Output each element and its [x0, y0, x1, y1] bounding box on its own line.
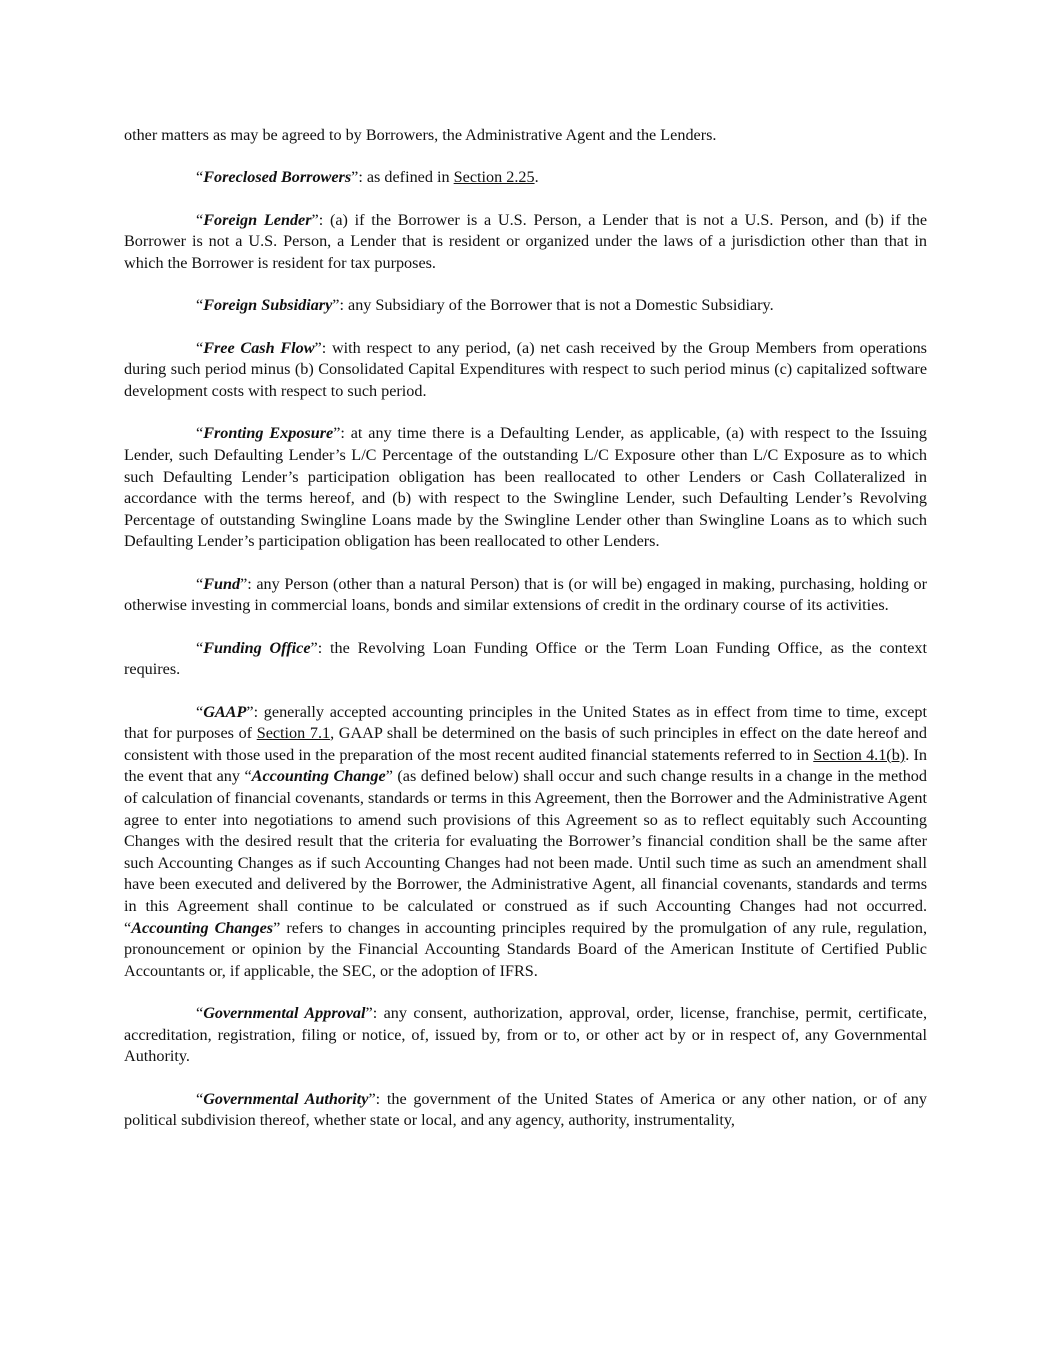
- close-quote: ”: [314, 338, 322, 357]
- definition-text: , GAAP shall be determined on the basis of such principles in effect on the date hereof and consistent with those used in the preparation of the most recent audited financial statements referred to in: [124, 724, 927, 764]
- section-reference: Section 2.25: [453, 168, 535, 187]
- defined-term: Accounting Changes: [131, 918, 274, 937]
- close-quote: ”: [351, 168, 359, 187]
- defined-term: Fronting Exposure: [203, 424, 334, 443]
- definition-text: : the Revolving Loan Funding Office or the Term Loan Funding Office, as the context requires.: [124, 638, 927, 679]
- open-quote: “: [196, 296, 204, 315]
- definition-funding-office: [124, 638, 927, 681]
- defined-term: Funding Office: [203, 638, 311, 657]
- open-quote: “: [196, 1004, 204, 1023]
- open-quote: “: [196, 168, 204, 187]
- definition-text: : any consent, authorization, approval, order, license, franchise, permit, certificate, accreditation, registration, filing or notice, of, issued by, from or to, or other act by or in respect of, any Governmental Authority.: [124, 1004, 927, 1066]
- definition-text: . In the event that any “: [124, 745, 927, 786]
- definition-foreign-lender: [124, 210, 927, 275]
- definition-fronting-exposure: [124, 423, 927, 553]
- definition-text: ” refers to changes in accounting principles required by the promulgation of any rule, regulation, pronouncement or opinion by the Financial Accounting Standards Board of the American Institute of Certified Public Accountants or, if applicable, the SEC, or the adoption of IFRS.: [124, 918, 927, 980]
- definition-text: : any Subsidiary of the Borrower that is not a Domestic Subsidiary.: [339, 296, 774, 315]
- close-quote: ”: [333, 424, 341, 443]
- open-quote: “: [196, 574, 204, 593]
- definition-text: : the government of the United States of America or any other nation, or of any political subdivision thereof, whether state or local, and any agency, authority, instrumentality,: [124, 1089, 927, 1130]
- continuation-paragraph: [124, 125, 927, 147]
- paragraph-text: other matters as may be agreed to by Borrowers, the Administrative Agent and the Lenders.: [124, 126, 717, 144]
- definition-text: : with respect to any period, (a) net cash received by the Group Members from operations during such period minus (b) Consolidated Capital Expenditures with respect to such period minus (c) capitalized software development costs with respect to such period.: [124, 338, 927, 400]
- definition-text: : as defined in: [358, 168, 454, 187]
- section-reference: Section 7.1: [256, 724, 331, 743]
- defined-term: GAAP: [203, 702, 247, 721]
- defined-term: Foreign Subsidiary: [203, 296, 333, 315]
- defined-term: Free Cash Flow: [203, 338, 315, 357]
- definition-free-cash-flow: [124, 338, 927, 403]
- definition-text: : (a) if the Borrower is a U.S. Person, a Lender that is not a U.S. Person, and (b) if the Borrower is not a U.S. Person, a Lender that is resident or organized under the laws of a jurisdiction other than that in which the Borrower is resident for tax purposes.: [124, 210, 928, 272]
- defined-term: Accounting Change: [251, 767, 386, 786]
- defined-term: Foreclosed Borrowers: [203, 168, 352, 187]
- defined-term: Fund: [203, 574, 241, 593]
- definition-fund: [124, 574, 927, 617]
- section-reference: Section 4.1(b): [813, 745, 906, 764]
- close-quote: ”: [332, 296, 340, 315]
- definition-text: : at any time there is a Defaulting Lender, as applicable, (a) with respect to the Issuing Lender, such Defaulting Lender’s L/C Percentage of the outstanding L/C Exposure other than L/C Exposure as to which such Defaulting Lender’s participation obligation has been reallocated to other Lenders or Cash Collateralized in accordance with the terms hereof, and (b) with respect to the Swingline Lender, such Defaulting Lender’s Revolving Percentage of outstanding Swingline Loans made by the Swingline Lender other than Swingline Loans as to which such Defaulting Lender’s participation obligation has been reallocated to other Lenders.: [124, 424, 927, 551]
- defined-term: Foreign Lender: [203, 210, 312, 229]
- definition-governmental-approval: [124, 1003, 927, 1068]
- open-quote: “: [196, 638, 204, 657]
- definition-text: : any Person (other than a natural Person) that is (or will be) engaged in making, purchasing, holding or otherwise investing in commercial loans, bonds and similar extensions of credit in the ordinary course of its activities.: [124, 574, 927, 615]
- definition-foreclosed-borrowers: [124, 167, 927, 189]
- definition-foreign-subsidiary: [124, 295, 927, 317]
- close-quote: ”: [310, 638, 318, 657]
- definition-gaap: [124, 702, 927, 983]
- close-quote: ”: [311, 210, 319, 229]
- definition-text: .: [534, 168, 539, 187]
- open-quote: “: [196, 702, 204, 721]
- close-quote: ”: [246, 702, 254, 721]
- document-page: [124, 125, 927, 1153]
- open-quote: “: [196, 424, 204, 443]
- defined-term: Governmental Approval: [203, 1004, 366, 1023]
- definition-governmental-authority: [124, 1089, 927, 1132]
- definition-text: : generally accepted accounting principles in the United States as in effect from time to time, except that for purposes of: [124, 702, 927, 743]
- open-quote: “: [196, 338, 204, 357]
- open-quote: “: [196, 210, 204, 229]
- defined-term: Governmental Authority: [203, 1089, 369, 1108]
- close-quote: ”: [368, 1089, 376, 1108]
- definition-text: ” (as defined below) shall occur and such change results in a change in the method of calculation of financial covenants, standards or terms in this Agreement, then the Borrower and the Administrative Agent agree to enter into negotiations to amend such provisions of this Agreement so as to reflect equitably such Accounting Changes with the desired result that the criteria for evaluating the Borrower’s financial condition shall be the same after such Accounting Changes as if such Accounting Changes had not been made. Until such time as such an amendment shall have been executed and delivered by the Borrower, the Administrative Agent, all financial covenants, standards and terms in this Agreement shall continue to be calculated or construed as if such Accounting Changes had not occurred. “: [124, 767, 927, 937]
- open-quote: “: [196, 1089, 204, 1108]
- close-quote: ”: [365, 1004, 373, 1023]
- close-quote: ”: [240, 574, 248, 593]
